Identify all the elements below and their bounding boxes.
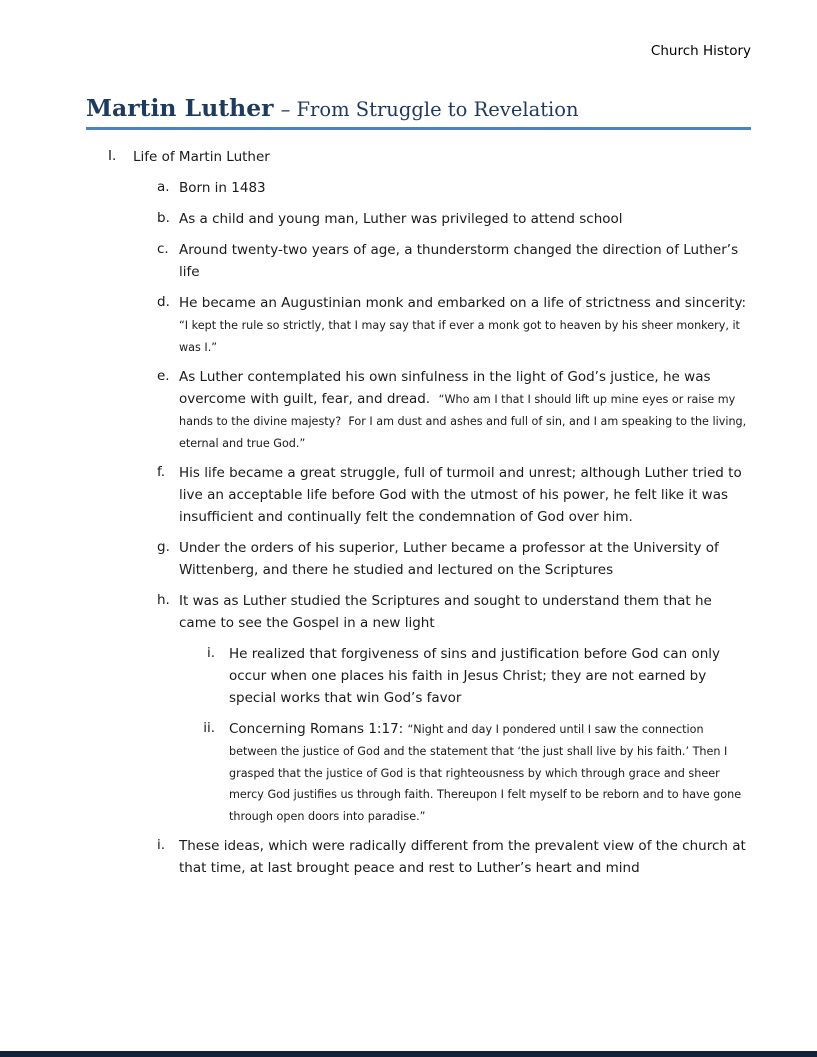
outline-item-text: Born in 1483	[179, 180, 266, 196]
outline-item-text: These ideas, which were radically different from the prevalent view of the church at that time, at last brought peace and rest to Luther’s heart and mind	[179, 838, 751, 876]
outline-item-quote: “Night and day I pondered until I saw the connection between the justice of God and the statement that ‘the just shall live by his faith.’ Then I grasped that the justice of God is that righteousness by which through grace and sheer mercy God justifies us through faith. Thereupon I felt myself to be reborn and to have gone through open doors into paradise.”	[229, 723, 745, 823]
document-title	[86, 94, 751, 122]
outline	[0, 146, 817, 888]
list-marker: h.	[157, 592, 170, 608]
outline-item-text: Under the orders of his superior, Luther became a professor at the University of Wittenberg, and there he studied and lectured on the Scriptures	[179, 540, 724, 578]
outline-item-text: He realized that forgiveness of sins and justification before God can only occur when one places his faith in Jesus Christ; they are not earned by special works that win God’s favor	[229, 646, 725, 706]
outline-item-b	[157, 208, 817, 230]
title-main: Martin Luther	[86, 94, 274, 122]
list-marker: b.	[157, 210, 170, 226]
list-marker: a.	[157, 179, 170, 195]
outline-item-text: Life of Martin Luther	[133, 149, 270, 165]
list-marker: I.	[108, 148, 117, 164]
outline-item-text: It was as Luther studied the Scriptures and sought to understand them that he came to see the Gospel in a new light	[179, 593, 717, 631]
outline-item-d	[157, 292, 817, 357]
list-marker: d.	[157, 294, 170, 310]
list-marker: i.	[157, 837, 166, 853]
outline-item-text: His life became a great struggle, full of turmoil and unrest; although Luther tried to live an acceptable life before God with the utmost of his power, he felt like it was insufficient and continually felt the condemnation of God over him.	[179, 465, 747, 525]
outline-item-h-i	[200, 643, 817, 709]
title-rule	[86, 127, 751, 130]
outline-item-h-ii	[200, 718, 817, 826]
outline-item-c	[157, 239, 817, 283]
outline-item-h	[157, 590, 817, 634]
outline-item-text: Around twenty-two years of age, a thunderstorm changed the direction of Luther’s life	[179, 242, 743, 280]
outline-item-quote: “I kept the rule so strictly, that I may say that if ever a monk got to heaven by his sheer monkery, it was I.”	[179, 319, 744, 354]
outline-item-text: He became an Augustinian monk and embarked on a life of strictness and sincerity:	[179, 295, 751, 311]
outline-item-quote: “Who am I that I should lift up mine eyes or raise my hands to the divine majesty? For I am dust and ashes and full of sin, and I am speaking to the living, eternal and true God.”	[179, 393, 750, 450]
header	[66, 43, 751, 59]
outline-item-f	[157, 462, 817, 528]
list-marker: f.	[157, 464, 166, 480]
list-marker: e.	[157, 368, 170, 384]
header-course-label: Church History	[650, 43, 751, 59]
outline-item-a	[157, 177, 817, 199]
list-marker: i.	[206, 645, 215, 661]
outline-item-i	[157, 835, 817, 879]
outline-item-text: Concerning Romans 1:17:	[229, 721, 408, 737]
list-marker: c.	[157, 241, 169, 257]
title-subtitle: – From Struggle to Revelation	[280, 98, 579, 121]
outline-item-e	[157, 366, 817, 453]
list-marker: g.	[157, 539, 170, 555]
outline-item-g	[157, 537, 817, 581]
outline-item-text: As Luther contemplated his own sinfulness in the light of God’s justice, he was overcome with guilt, fear, and dread.	[179, 369, 715, 407]
outline-item-text: As a child and young man, Luther was privileged to attend school	[179, 211, 623, 227]
footer-accent-bar	[0, 1051, 817, 1057]
outline-item-I	[108, 146, 817, 168]
list-marker: ii.	[203, 720, 215, 736]
